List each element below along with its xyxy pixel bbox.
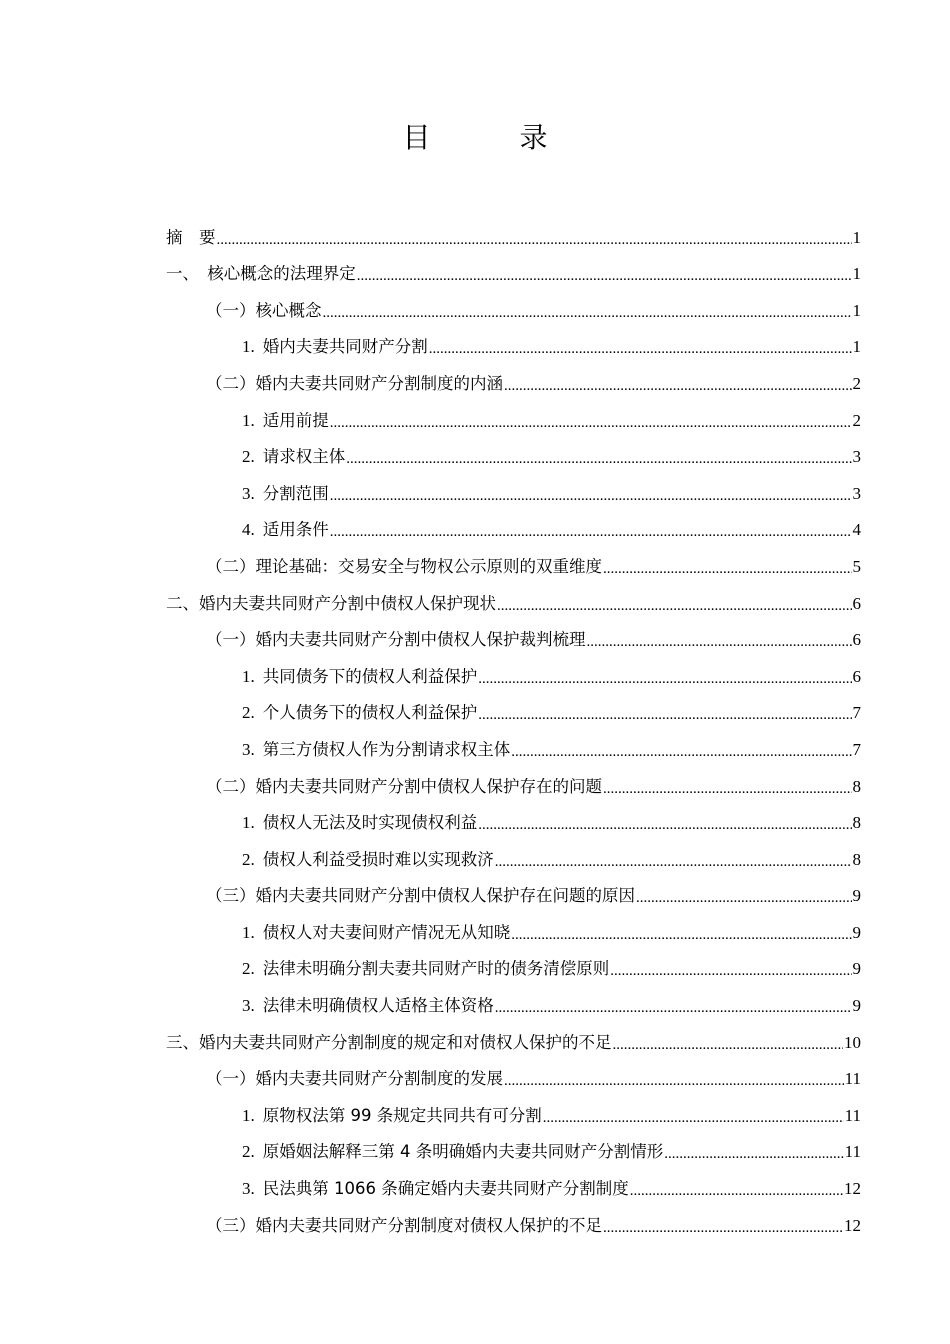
- toc-entry-text: 法律未明确债权人适格主体资格: [262, 996, 494, 1016]
- toc-entry-text: （三）婚内夫妻共同财产分割制度对债权人保护的不足: [206, 1215, 602, 1235]
- toc-entry-number: 1.: [242, 1105, 255, 1125]
- toc-entry-number: 1.: [242, 337, 255, 357]
- dot-leader: [603, 1219, 843, 1237]
- toc-page-number: 7: [852, 739, 861, 759]
- dot-leader: [613, 1036, 844, 1054]
- toc-entry-label: [242, 812, 477, 834]
- toc-entry[interactable]: [166, 980, 861, 1017]
- toc-entry-text: 债权人对夫妻间财产情况无从知晓: [262, 922, 511, 942]
- toc-entry-text: 法律未明确分割夫妻共同财产时的债务清偿原则: [262, 959, 610, 979]
- dot-leader: [497, 597, 852, 615]
- toc-entry-label: [242, 1105, 542, 1127]
- toc-page-number: 8: [852, 849, 861, 869]
- toc-entry-label: [242, 958, 609, 980]
- toc-entry-number: 2.: [242, 1142, 255, 1162]
- toc-entry-text: 共同债务下的债权人利益保护: [262, 666, 478, 686]
- toc-entry[interactable]: [166, 615, 861, 652]
- dot-leader: [330, 414, 852, 432]
- dot-leader: [495, 853, 852, 871]
- toc-page-number: 2: [852, 410, 861, 430]
- toc-entry-text: 适用前提: [262, 410, 329, 430]
- toc-page-number: 9: [852, 959, 861, 979]
- toc-page-number: 10: [844, 1032, 861, 1052]
- toc-entry-label: [242, 336, 428, 358]
- toc-entry[interactable]: [166, 505, 861, 542]
- dot-leader: [478, 816, 851, 834]
- toc-page-number: 2: [852, 373, 861, 393]
- toc-entry-number: 3.: [242, 1179, 255, 1199]
- toc-entry-label: [242, 666, 477, 688]
- toc-entry[interactable]: [166, 907, 861, 944]
- dot-leader: [429, 340, 852, 358]
- toc-entry[interactable]: [166, 249, 861, 286]
- toc-entry[interactable]: [166, 468, 861, 505]
- toc-entry[interactable]: [166, 212, 861, 249]
- toc-entry-number: 1.: [242, 410, 255, 430]
- toc-entry-text: 适用条件: [262, 520, 329, 540]
- toc-entry-text: 第三方债权人作为分割请求权主体: [262, 739, 511, 759]
- dot-leader: [330, 487, 852, 505]
- toc-page-number: 1: [852, 227, 861, 247]
- toc-entry-label: [242, 739, 510, 761]
- dot-leader: [504, 377, 852, 395]
- dot-leader: [511, 743, 851, 761]
- toc-entry-label: [242, 922, 510, 944]
- toc-entry[interactable]: [166, 322, 861, 359]
- dot-leader: [603, 560, 852, 578]
- toc-entry-text: （二）婚内夫妻共同财产分割制度的内涵: [206, 373, 503, 393]
- toc-entry-label: [242, 410, 329, 432]
- toc-page-number: 12: [844, 1215, 861, 1235]
- dot-leader: [664, 1145, 843, 1163]
- dot-leader: [636, 889, 852, 907]
- toc-entry-text: 民法典第 1066 条确定婚内夫妻共同财产分割制度: [262, 1179, 629, 1199]
- toc-entry-text: 个人债务下的债权人利益保护: [262, 703, 478, 723]
- toc-entry-label: [206, 373, 503, 395]
- toc-page-number: 12: [844, 1179, 861, 1199]
- toc-entry-number: 1.: [242, 813, 255, 833]
- toc-page-number: 1: [852, 264, 861, 284]
- dot-leader: [217, 231, 852, 249]
- dot-leader: [543, 1109, 844, 1127]
- dot-leader: [511, 926, 851, 944]
- toc-page-number: 3: [852, 483, 861, 503]
- toc-entry-label: [242, 849, 494, 871]
- toc-entry-number: 2.: [242, 959, 255, 979]
- toc-entry-text: （一）婚内夫妻共同财产分割制度的发展: [206, 1069, 503, 1089]
- toc-page-number: 9: [852, 996, 861, 1016]
- toc-entry-label: [242, 519, 329, 541]
- toc-page-number: 6: [852, 593, 861, 613]
- toc-page-number: 11: [844, 1069, 861, 1089]
- toc-entry-text: 二、婚内夫妻共同财产分割中债权人保护现状: [166, 593, 496, 613]
- toc-entry[interactable]: [166, 798, 861, 835]
- toc-entry[interactable]: [166, 1163, 861, 1200]
- toc-entry[interactable]: [166, 395, 861, 432]
- toc-entry-label: [166, 1032, 612, 1054]
- toc-entry-label: [206, 776, 602, 798]
- toc-entry[interactable]: [166, 285, 861, 322]
- toc-entry-number: 3.: [242, 739, 255, 759]
- toc-entry-label: [206, 1215, 602, 1237]
- toc-page-number: 8: [852, 776, 861, 796]
- dot-leader: [323, 304, 852, 322]
- dot-leader: [587, 633, 852, 651]
- toc-entry-text: 原物权法第 99 条规定共同共有可分割: [262, 1105, 542, 1125]
- toc-entry[interactable]: [166, 871, 861, 908]
- dot-leader: [330, 523, 852, 541]
- toc-entry-label: [242, 446, 345, 468]
- toc-entry[interactable]: [166, 541, 861, 578]
- toc-entry-number: 2.: [242, 447, 255, 467]
- toc-entry-text: 分割范围: [262, 483, 329, 503]
- dot-leader: [504, 1072, 844, 1090]
- toc-page-number: 6: [852, 630, 861, 650]
- toc-entry-label: [206, 300, 322, 322]
- toc-page-number: 4: [852, 520, 861, 540]
- toc-entry[interactable]: [166, 1127, 861, 1164]
- toc-entry[interactable]: [166, 724, 861, 761]
- toc-entry[interactable]: [166, 651, 861, 688]
- toc-page-number: 3: [852, 447, 861, 467]
- toc-entry-label: [242, 1141, 663, 1163]
- toc-entry[interactable]: [166, 688, 861, 725]
- toc-entry-text: （二）婚内夫妻共同财产分割中债权人保护存在的问题: [206, 776, 602, 796]
- toc-entry[interactable]: [166, 578, 861, 615]
- toc-entry-label: [242, 995, 494, 1017]
- toc-entry[interactable]: [166, 1054, 861, 1091]
- toc-page-number: 9: [852, 886, 861, 906]
- toc-entry-label: [206, 1068, 503, 1090]
- dot-leader: [478, 670, 851, 688]
- toc-entry-text: （一）核心概念: [206, 300, 322, 320]
- toc-page-number: 6: [852, 666, 861, 686]
- toc-entry-number: 2.: [242, 703, 255, 723]
- toc-entry-label: [242, 702, 477, 724]
- toc-entry-number: 3.: [242, 996, 255, 1016]
- toc-entry-label: [206, 885, 635, 907]
- dot-leader: [603, 780, 852, 798]
- toc-entry[interactable]: [166, 761, 861, 798]
- page-title: 目 录: [402, 121, 588, 154]
- toc-entry-label: [166, 263, 356, 285]
- toc-entry-label: [242, 1178, 629, 1200]
- toc-entry-text: 请求权主体: [262, 447, 346, 467]
- toc-entry[interactable]: [166, 1017, 861, 1054]
- toc-page-number: 1: [852, 337, 861, 357]
- dot-leader: [610, 962, 851, 980]
- toc-entry-label: [242, 483, 329, 505]
- toc-entry-text: 一、 核心概念的法理界定: [166, 264, 356, 284]
- dot-leader: [346, 450, 851, 468]
- toc-entry-text: （一）婚内夫妻共同财产分割中债权人保护裁判梳理: [206, 630, 586, 650]
- toc-entry-number: 1.: [242, 666, 255, 686]
- dot-leader: [630, 1182, 843, 1200]
- toc-entry[interactable]: [166, 1200, 861, 1237]
- toc-entry-number: 4.: [242, 520, 255, 540]
- dot-leader: [495, 999, 852, 1017]
- toc-page-number: 9: [852, 922, 861, 942]
- toc-entry-number: 3.: [242, 483, 255, 503]
- toc-page-number: 11: [844, 1105, 861, 1125]
- dot-leader: [478, 706, 851, 724]
- toc-entry[interactable]: [166, 834, 861, 871]
- toc-entry[interactable]: [166, 358, 861, 395]
- toc-entry-text: 原婚姻法解释三第 4 条明确婚内夫妻共同财产分割情形: [262, 1142, 664, 1162]
- toc-entry-number: 1.: [242, 922, 255, 942]
- toc-entry[interactable]: [166, 432, 861, 469]
- toc-entry-text: （二）理论基础：交易安全与物权公示原则的双重维度: [206, 556, 602, 576]
- toc-page-number: 7: [852, 703, 861, 723]
- toc-entry[interactable]: [166, 944, 861, 981]
- toc-entry-text: 债权人无法及时实现债权利益: [262, 813, 478, 833]
- toc-entry-number: 2.: [242, 849, 255, 869]
- toc-entry-label: [166, 227, 216, 249]
- toc-entry-text: 债权人利益受损时难以实现救济: [262, 849, 494, 869]
- toc-entry-text: 摘 要: [166, 227, 216, 247]
- table-of-contents: [166, 212, 861, 1237]
- toc-entry-label: [166, 593, 496, 615]
- toc-entry-label: [206, 629, 586, 651]
- toc-entry-label: [206, 556, 602, 578]
- dot-leader: [357, 267, 852, 285]
- toc-entry[interactable]: [166, 1090, 861, 1127]
- toc-entry-text: （三）婚内夫妻共同财产分割中债权人保护存在问题的原因: [206, 886, 635, 906]
- toc-page-number: 5: [852, 556, 861, 576]
- toc-page-number: 11: [844, 1142, 861, 1162]
- toc-entry-text: 三、婚内夫妻共同财产分割制度的规定和对债权人保护的不足: [166, 1032, 612, 1052]
- toc-page-number: 8: [852, 813, 861, 833]
- toc-page-number: 1: [852, 300, 861, 320]
- toc-entry-text: 婚内夫妻共同财产分割: [262, 337, 428, 357]
